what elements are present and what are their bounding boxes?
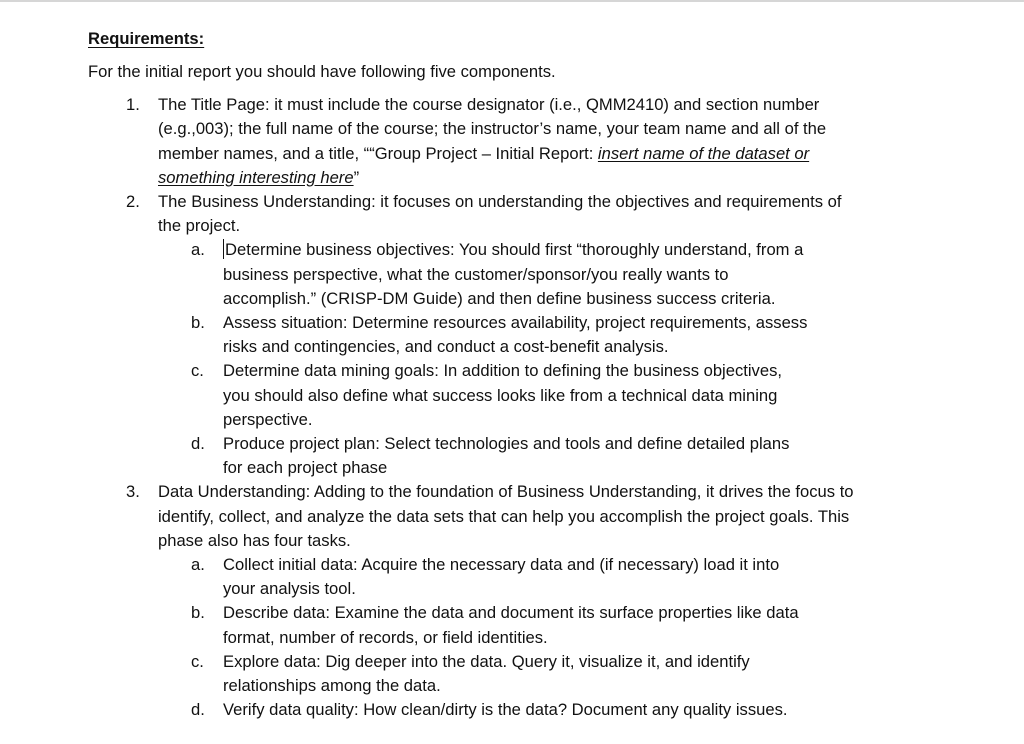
sublist-letter: d. bbox=[191, 434, 205, 454]
page-top-border bbox=[0, 0, 1024, 2]
sublist-text: Determine business objectives: You should first “thoroughly understand, from a business perspective, what the customer/sponsor/you really wants to accomplish.” (CRISP-DM Guide) and then define business success criteria. bbox=[223, 240, 804, 308]
item-text: Data Understanding: Adding to the foundation of Business Understanding, it drives the focus to identify, collect, and analyze the data sets that can help you accomplish the project goals. This phase also has four tasks. bbox=[158, 482, 854, 550]
list-number: 3. bbox=[126, 482, 140, 502]
sublist-text: Determine data mining goals: In addition to defining the business objectives, you should also define what success looks like from a technical data mining perspective. bbox=[223, 361, 782, 429]
list-item-business-understanding bbox=[88, 190, 858, 480]
item-text-closing-quote: ” bbox=[353, 167, 360, 187]
list-number: 1. bbox=[126, 95, 140, 115]
list-item-data-understanding bbox=[88, 480, 858, 722]
sublist-text: Produce project plan: Select technologies and tools and define detailed plans for each project phase bbox=[223, 434, 790, 478]
sublist-letter: a. bbox=[191, 555, 205, 575]
item-emphasis-text: insert name of the dataset or something interesting here bbox=[158, 143, 810, 187]
sublist-item bbox=[158, 650, 808, 698]
sublist-item bbox=[158, 432, 808, 480]
sublist-letter: b. bbox=[191, 603, 205, 623]
text-cursor bbox=[223, 239, 224, 259]
sublist-text: Verify data quality: How clean/dirty is the data? Document any quality issues. bbox=[223, 700, 788, 720]
requirements-heading: Requirements: bbox=[88, 29, 205, 48]
sublist-item bbox=[158, 359, 808, 432]
item-text: The Title Page: it must include the course designator (i.e., QMM2410) and section number (e.g.,003); the full name of the course; the instructor’s name, your team name and all of the member names, and a title, ““Group Project – Initial Report: bbox=[158, 95, 827, 163]
sublist-text: Collect initial data: Acquire the necessary data and (if necessary) load it into your analysis tool. bbox=[223, 555, 780, 599]
sublist-letter: c. bbox=[191, 651, 204, 671]
sublist-data-understanding bbox=[158, 553, 858, 722]
sublist-letter: b. bbox=[191, 313, 205, 333]
components-list bbox=[88, 93, 988, 722]
document-page[interactable] bbox=[88, 27, 988, 722]
sublist-item bbox=[158, 601, 808, 649]
sublist-letter: c. bbox=[191, 361, 204, 381]
sublist-item bbox=[158, 553, 808, 601]
sublist-letter: a. bbox=[191, 240, 205, 260]
sublist-item bbox=[158, 311, 808, 359]
item-text: The Business Understanding: it focuses on understanding the objectives and requirements of the project. bbox=[158, 192, 842, 236]
sublist-item bbox=[158, 698, 808, 722]
sublist-text: Describe data: Examine the data and document its surface properties like data format, number of records, or field identities. bbox=[223, 603, 799, 647]
sublist-letter: d. bbox=[191, 700, 205, 720]
list-number: 2. bbox=[126, 192, 140, 212]
intro-paragraph: For the initial report you should have following five components. bbox=[88, 62, 556, 81]
sublist-item bbox=[158, 238, 808, 311]
list-item-title-page bbox=[88, 93, 858, 190]
sublist-text: Explore data: Dig deeper into the data. Query it, visualize it, and identify relationships among the data. bbox=[223, 651, 750, 696]
sublist-business-understanding bbox=[158, 238, 858, 480]
sublist-text: Assess situation: Determine resources availability, project requirements, assess risks and contingencies, and conduct a cost-benefit analysis. bbox=[223, 313, 808, 357]
